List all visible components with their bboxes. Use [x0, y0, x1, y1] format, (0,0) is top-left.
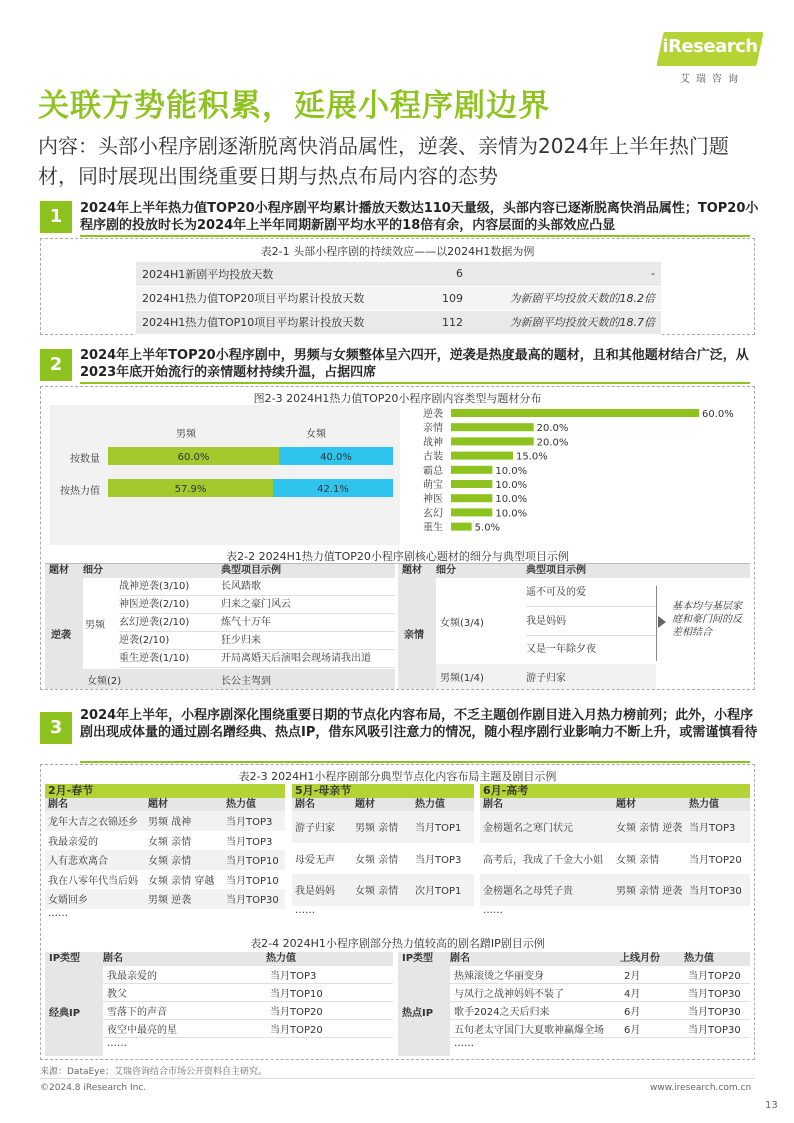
ellipsis: …… [454, 1038, 474, 1049]
table-2-4-caption: 表2-4 2024H1小程序剧部分热力值较高的剧名蹭IP剧目示例 [250, 937, 545, 950]
header-cell: 热力值 [226, 799, 256, 810]
cell: 男频 战神 [148, 817, 192, 829]
header-cell: 题材 [148, 799, 168, 810]
table-row [119, 632, 395, 650]
genre-label: 战神 [423, 437, 443, 449]
table-2-2-left: 题材 细分 典型项目示例 逆袭 男频 战神逆袭(3/10) 长风踏歌 神医逆袭(2/10) 归来之豪门风云 玄幻逆袭(2/10) 炼气十万年 逆袭(2/10) 狂少归来 重生逆袭(1/10) 开局离婚天后演唱会现场请我出道 女频(2) 长公主驾到 [45, 564, 395, 689]
table-2-1 [136, 262, 661, 335]
page-subtitle: 内容：头部小程序剧逐渐脱离快消品属性，逆袭、亲情为2024年上半年热门题材，同时展现出围绕重要日期与热点布局内容的态势 [38, 134, 729, 188]
cell: 当月TOP3 [689, 823, 736, 835]
header-cell: 题材 [616, 799, 636, 810]
cell: 当月TOP30 [226, 895, 279, 907]
genre-bar [451, 409, 699, 417]
footer-divider [40, 1078, 755, 1079]
genre-bar [451, 494, 492, 502]
classic-ip-table: IP类型 剧名 热力值 经典IP 我最亲爱的 当月TOP3 教父 当月TOP10 雪落下的声音 当月TOP20 夜空中最亮的星 当月TOP20 …… [45, 952, 393, 966]
genre-bar [451, 480, 492, 488]
cell: 男频 逆袭 [148, 895, 192, 907]
data-label: 5.0% [474, 522, 501, 534]
cell: 女频 亲情 [355, 886, 399, 898]
header-cell: 剧名 [48, 799, 68, 810]
cell: 我最亲爱的 [48, 836, 98, 848]
section-1-heading: 2024年上半年热力值TOP20小程序剧平均累计播放天数达110天量级，头部内容已逐渐脱离快消品属性；TOP20小程序剧的投放时长为2024年上半年同期新剧平均水平的18倍有余，内容层面的头部效应凸显 [80, 201, 759, 233]
cell: 女频 亲情 穿越 [148, 875, 215, 887]
cell: 当月TOP30 [688, 1007, 741, 1018]
genre-bar [451, 466, 492, 474]
cell: 当月TOP30 [689, 886, 742, 898]
genre-label: 逆袭 [423, 409, 443, 420]
genre-bar [451, 452, 513, 460]
cell: 当月TOP20 [688, 971, 741, 982]
data-label: 15.0% [516, 451, 548, 463]
genre-bar [451, 423, 534, 431]
page-number: 13 [765, 1100, 778, 1111]
section-2-heading: 2024年上半年TOP20小程序剧中，男频与女频整体呈六四开，逆袭是热度最高的题材，且和其他题材结合广泛，从2023年底开始流行的亲情题材持续升温，占据四席 [80, 348, 749, 380]
table-row [103, 966, 393, 984]
table-row [45, 811, 285, 831]
ellipsis: …… [48, 907, 68, 919]
data-label: 60.0% [177, 452, 210, 463]
cell: 与凤行之战神妈妈不装了 [454, 989, 564, 1000]
table-row [119, 596, 395, 614]
cell: 我在八零年代当后妈 [48, 875, 138, 887]
table-row [119, 614, 395, 632]
column-heading: 6月-高考 [480, 784, 750, 798]
ellipsis: …… [295, 904, 315, 916]
cell: 母爱无声 [295, 854, 335, 866]
table-row: 2024H1新剧平均投放天数 6 - [136, 262, 661, 286]
section-2-number: 2 [40, 349, 72, 381]
mothers-day-table [292, 784, 474, 918]
female-label: 女频(3/4) [440, 617, 484, 629]
cell: 金榜题名之母凭子贵 [483, 886, 573, 898]
cell: 夜空中最亮的星 [107, 1025, 177, 1036]
example: 归来之豪门风云 [221, 599, 291, 610]
cell: 6月 [624, 1007, 641, 1018]
header-cell: 剧名 [483, 799, 503, 810]
data-label: 10.0% [495, 480, 528, 491]
cell: 女频 亲情 [148, 836, 192, 848]
cell: 热辣滚烫之华丽变身 [454, 971, 544, 982]
section-1-rule [80, 235, 750, 237]
table-row [45, 870, 285, 890]
subgenre: 重生逆袭(1/10) [119, 653, 190, 664]
subgenre: 逆袭(2/10) [119, 635, 170, 646]
data-label: 42.1% [317, 484, 349, 495]
table-row [103, 984, 393, 1002]
cell: 次月TOP1 [415, 886, 462, 898]
cell: 当月TOP10 [270, 989, 323, 1000]
cell: 游子归家 [295, 823, 335, 835]
subgenre: 战神逆袭(3/10) [119, 581, 190, 592]
column-heading: 2月-春节 [45, 784, 285, 798]
header-row [45, 798, 285, 811]
cell: 龙年大吉之衣锦还乡 [48, 817, 138, 829]
example: 炼气十万年 [221, 617, 271, 628]
page-title: 关联方势能积累，延展小程序剧边界 [38, 88, 550, 124]
genre-bar-chart [415, 405, 750, 540]
genre-nixi: 逆袭 [45, 578, 83, 689]
table-row [292, 811, 474, 843]
copyright: ©2024.8 iResearch Inc. [40, 1083, 147, 1093]
table-row [119, 650, 395, 668]
table-row [450, 966, 750, 984]
header-row [292, 798, 474, 811]
table-row [450, 1020, 750, 1038]
figure-2-3-caption: 图2-3 2024H1热力值TOP20小程序剧内容类型与题材分布 [253, 392, 542, 405]
category-label-heat: 按热力值 [60, 486, 100, 497]
data-label: 10.0% [495, 465, 528, 477]
cell: 人有悲欢离合 [48, 856, 108, 868]
table-row [119, 578, 395, 596]
cell: 女频 亲情 [616, 854, 660, 866]
genre-label: 亲情 [423, 423, 443, 435]
female-examples: 遥不可及的爱 我是妈妈 又是一年除夕夜 [526, 578, 656, 664]
section-2-rule [80, 382, 750, 384]
genre-label: 重生 [423, 522, 443, 534]
data-label: 40.0% [320, 452, 352, 463]
table-row [292, 843, 474, 875]
table-row [450, 984, 750, 1002]
header-cell: 剧名 [295, 799, 315, 810]
cell: 当月TOP10 [226, 856, 279, 868]
header-cell: 题材 [355, 799, 375, 810]
section-1-box [40, 238, 755, 335]
data-label: 57.9% [174, 484, 207, 495]
table-row [45, 850, 285, 870]
ellipsis: …… [483, 904, 503, 916]
data-label: 60.0% [702, 409, 734, 420]
website: www.iresearch.com.cn [650, 1083, 752, 1093]
ellipsis: …… [107, 1038, 127, 1049]
table-row [450, 1002, 750, 1020]
hot-ip-label: 热点IP [398, 966, 450, 1056]
genre-bar [451, 508, 492, 516]
section-3-rule [80, 761, 750, 763]
gaokao-table [480, 784, 750, 918]
genre-bar [451, 437, 534, 445]
cell: 2月 [624, 971, 641, 982]
cell: 雪落下的声音 [107, 1007, 167, 1018]
data-label: 10.0% [495, 494, 528, 506]
genre-label: 古装 [423, 451, 443, 463]
category-label-count: 按数量 [70, 454, 100, 465]
section-3-heading: 2024年上半年，小程序剧深化围绕重要日期的节点化内容布局，不乏主题创作剧目进入月热力榜前列；此外，小程序剧出现成体量的通过剧名蹭经典、热点IP，借东风吸引注意力的情况，随小程序剧行业影响力不断上升，或需谨慎看待 [80, 708, 758, 740]
male-label: 男频 [85, 619, 105, 631]
cell: 当月TOP3 [270, 971, 317, 982]
cell: 当月TOP30 [688, 1025, 741, 1036]
gender-stacked-chart [50, 405, 400, 545]
table-row [45, 889, 285, 909]
cell: 当月TOP30 [688, 989, 741, 1000]
subgenre: 神医逆袭(2/10) [119, 599, 190, 610]
subgenre: 玄幻逆袭(2/10) [119, 617, 190, 628]
cell: 歌手2024之天后归来 [454, 1007, 550, 1018]
classic-ip-label: 经典IP [45, 966, 103, 1056]
genre-label: 玄幻 [423, 508, 443, 520]
header-cell: 热力值 [689, 799, 719, 810]
iresearch-logo: iResearch 艾瑞咨询 [655, 30, 765, 85]
spring-festival-table [45, 784, 285, 921]
table-row: 2024H1热力值TOP10项目平均累计投放天数 112 为新剧平均投放天数的18.7倍 [136, 310, 661, 334]
column-heading: 5月-母亲节 [292, 784, 474, 798]
cell: 当月TOP10 [226, 875, 279, 887]
cell: 金榜题名之寒门状元 [483, 823, 573, 835]
cell: 高考后，我成了千金大小姐 [483, 854, 603, 866]
data-label: 10.0% [495, 508, 528, 520]
header-cell: 热力值 [415, 799, 445, 810]
bracket-line [656, 586, 657, 661]
example: 开局离婚天后演唱会现场请我出道 [221, 653, 371, 664]
cell: 当月TOP3 [415, 854, 462, 866]
legend-female: 女频 [306, 429, 326, 440]
cell: 男频 亲情 [355, 823, 399, 835]
section-3-number: 3 [40, 712, 72, 744]
genre-bar [451, 523, 472, 531]
cell: 教父 [107, 989, 127, 1000]
table-row: 女频(2) 长公主驾到 [83, 669, 395, 689]
table-2-2-caption: 表2-2 2024H1热力值TOP20小程序剧核心题材的细分与典型项目示例 [226, 550, 569, 563]
example: 长风踏歌 [221, 581, 261, 592]
cell: 当月TOP3 [226, 817, 273, 829]
cell: 女频 亲情 [148, 856, 192, 868]
table-row [103, 1020, 393, 1038]
table-row: 男频(1/4) 游子归家 [436, 664, 656, 689]
genre-qinqing: 亲情 [398, 578, 436, 689]
table-row [103, 1002, 393, 1020]
cell: 当月TOP3 [226, 836, 273, 848]
legend-male: 男频 [176, 429, 196, 440]
arrow-right-icon [658, 616, 666, 628]
cell: 五旬老太守国门大夏歌神赢爆全场 [454, 1025, 604, 1036]
section-1-number: 1 [40, 201, 72, 233]
cell: 女频 亲情 逆袭 [616, 823, 683, 835]
qinqing-note: 基本均与基层家庭和豪门间的反差相结合 [672, 601, 742, 638]
hot-ip-table: IP类型 剧名 上线月份 热力值 热点IP 热辣滚烫之华丽变身 2月 当月TOP20 与凤行之战神妈妈不装了 4月 当月TOP30 歌手2024之天后归来 6月 当月TOP30 五旬老太守国门大夏歌神赢爆全场 6月 当月TOP30 …… [398, 952, 750, 966]
chart-background [50, 405, 400, 545]
table-2-2-right: 题材 细分 典型项目示例 亲情 女频(3/4) 遥不可及的爱 我是妈妈 又是一年除夕夜 男频(1/4) 游子归家 基本均与基层家庭和豪门间的反差相结合 [398, 564, 750, 689]
cell: 6月 [624, 1025, 641, 1036]
cell: 当月TOP1 [415, 823, 462, 835]
genre-label: 萌宝 [423, 480, 443, 491]
header-row [480, 798, 750, 811]
cell: 当月TOP20 [270, 1007, 323, 1018]
source-note: 来源：DataEye；艾瑞咨询结合市场公开资料自主研究。 [40, 1067, 268, 1077]
data-label: 20.0% [536, 437, 569, 449]
table-2-3-caption: 表2-3 2024H1小程序剧部分典型节点化内容布局主题及剧目示例 [238, 770, 557, 783]
table-row [292, 874, 474, 906]
table-row [45, 831, 285, 851]
cell: 4月 [624, 989, 641, 1000]
cell: 女频 亲情 [355, 854, 399, 866]
cell: 我最亲爱的 [107, 971, 157, 982]
example: 狂少归来 [221, 635, 261, 646]
cell: 当月TOP20 [270, 1025, 323, 1036]
table-row: 2024H1热力值TOP20项目平均累计投放天数 109 为新剧平均投放天数的18.2倍 [136, 286, 661, 310]
table-2-1-caption: 表2-1 头部小程序剧的持续效应——以2024H1数据为例 [260, 245, 535, 258]
cell: 女婿回乡 [48, 895, 88, 907]
cell: 我是妈妈 [295, 886, 335, 898]
table-row [480, 843, 750, 875]
data-label: 20.0% [536, 423, 569, 435]
cell: 当月TOP20 [689, 854, 742, 866]
table-row [480, 811, 750, 843]
genre-label: 神医 [423, 494, 443, 506]
genre-label: 霸总 [423, 465, 443, 477]
table-row [480, 874, 750, 906]
cell: 男频 亲情 逆袭 [616, 886, 683, 898]
